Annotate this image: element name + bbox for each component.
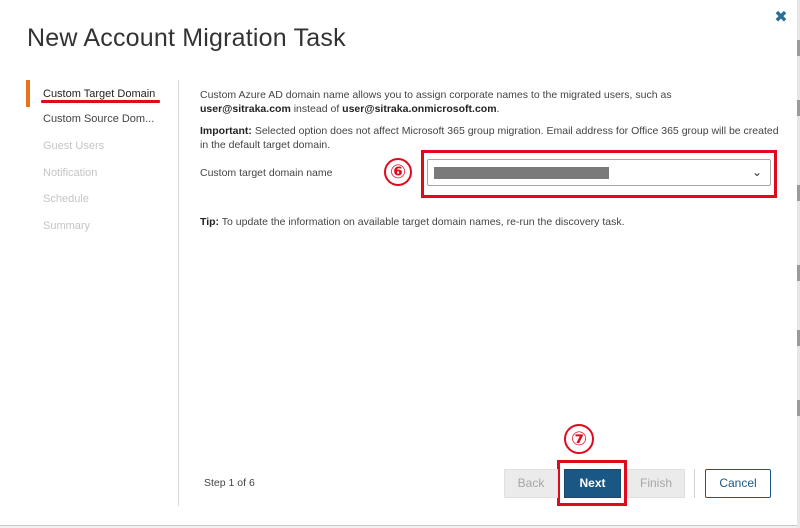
intro-text: Custom Azure AD domain name allows you to assign corporate names to the migrated users, such as bbox=[200, 89, 672, 101]
tip-label: Tip: bbox=[200, 216, 220, 228]
nav-item-summary: Summary bbox=[43, 220, 91, 232]
wizard-nav bbox=[26, 80, 178, 500]
important-text: Selected option does not affect Microsoft 365 group migration. Email address for Office 365 group will be created in the default target domain. bbox=[200, 125, 779, 151]
finish-button[interactable]: Finish bbox=[627, 469, 685, 498]
tip-body: To update the information on available target domain names, re-run the discovery task. bbox=[219, 216, 625, 228]
annotation-badge-7: ⑦ bbox=[564, 424, 594, 454]
custom-target-domain-select[interactable] bbox=[427, 159, 771, 186]
close-icon[interactable]: ✖ bbox=[774, 7, 788, 26]
nav-item-custom-target-domain[interactable]: Custom Target Domain bbox=[43, 88, 156, 100]
important-label: Important: bbox=[200, 125, 252, 137]
cancel-button[interactable]: Cancel bbox=[705, 469, 771, 498]
intro-end: . bbox=[496, 103, 500, 115]
back-button[interactable]: Back bbox=[504, 469, 558, 498]
chevron-down-icon: ⌄ bbox=[751, 165, 763, 179]
nav-item-guest-users: Guest Users bbox=[43, 140, 105, 152]
nav-active-indicator bbox=[26, 80, 30, 107]
important-paragraph bbox=[200, 124, 780, 152]
tip-text bbox=[200, 216, 625, 228]
redacted-value bbox=[434, 167, 609, 179]
footer-divider bbox=[694, 469, 695, 498]
step-indicator: Step 1 of 6 bbox=[204, 477, 255, 489]
nav-item-schedule: Schedule bbox=[43, 193, 89, 205]
intro-instead: instead of bbox=[290, 103, 343, 115]
nav-item-custom-source-domain[interactable]: Custom Source Dom... bbox=[43, 113, 155, 125]
next-button[interactable]: Next bbox=[564, 469, 621, 498]
dialog-title: New Account Migration Task bbox=[27, 24, 346, 52]
intro-example-2: user@sitraka.onmicrosoft.com bbox=[342, 103, 497, 115]
nav-item-notification: Notification bbox=[43, 167, 98, 179]
intro-paragraph bbox=[200, 88, 780, 116]
intro-example-1: user@sitraka.com bbox=[200, 103, 291, 115]
custom-target-domain-label: Custom target domain name bbox=[200, 167, 333, 179]
annotation-badge-6: ⑥ bbox=[384, 158, 412, 186]
nav-divider bbox=[178, 80, 179, 506]
annotation-underline bbox=[41, 100, 160, 103]
